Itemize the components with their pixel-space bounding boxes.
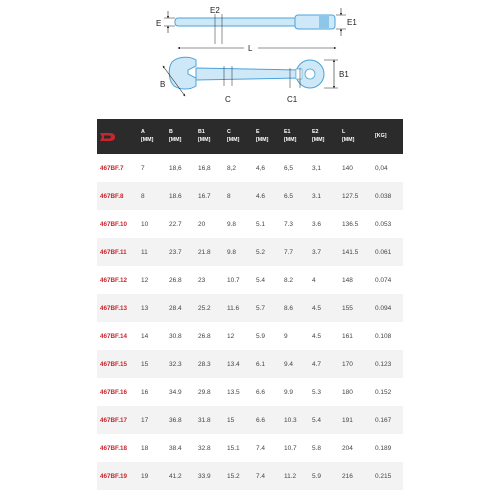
reference-link[interactable]: 467BF.16 bbox=[97, 378, 138, 406]
table-cell: 32.3 bbox=[166, 350, 195, 378]
table-cell: 32.8 bbox=[195, 434, 224, 462]
reference-link[interactable]: 467BF.19 bbox=[97, 462, 138, 490]
table-cell: 136.5 bbox=[339, 210, 372, 238]
table-cell: 161 bbox=[339, 322, 372, 350]
table-cell: 10.7 bbox=[224, 266, 253, 294]
table-cell: 19 bbox=[138, 462, 166, 490]
table-cell: 12 bbox=[224, 322, 253, 350]
red-brand-logo-icon bbox=[100, 132, 116, 142]
table-cell: 170 bbox=[339, 350, 372, 378]
table-cell: 15 bbox=[224, 406, 253, 434]
table-cell: 38.4 bbox=[166, 434, 195, 462]
reference-link[interactable]: 467BF.18 bbox=[97, 434, 138, 462]
table-cell: 0.189 bbox=[372, 434, 403, 462]
reference-link[interactable]: 467BF.7 bbox=[97, 154, 138, 182]
table-cell: 4.5 bbox=[309, 322, 339, 350]
label-b1: B1 bbox=[339, 70, 349, 79]
table-cell: 9.9 bbox=[281, 378, 309, 406]
table-cell: 28.3 bbox=[195, 350, 224, 378]
table-cell: 10.7 bbox=[281, 434, 309, 462]
table-cell: 30.8 bbox=[166, 322, 195, 350]
table-cell: 10 bbox=[138, 210, 166, 238]
table-cell: 18,6 bbox=[166, 154, 195, 182]
column-header: A [MM] bbox=[138, 119, 166, 154]
table-cell: 14 bbox=[138, 322, 166, 350]
table-cell: 0.108 bbox=[372, 322, 403, 350]
table-cell: 6.6 bbox=[253, 406, 281, 434]
table-cell: 10.3 bbox=[281, 406, 309, 434]
dimension-e bbox=[156, 11, 175, 33]
table-cell: 148 bbox=[339, 266, 372, 294]
table-row bbox=[97, 154, 403, 182]
table-cell: 4 bbox=[309, 266, 339, 294]
table-cell: 0.053 bbox=[372, 210, 403, 238]
table-cell: 5.9 bbox=[253, 322, 281, 350]
table-cell: 21.8 bbox=[195, 238, 224, 266]
table-cell: 3.7 bbox=[309, 238, 339, 266]
table-cell: 9.8 bbox=[224, 210, 253, 238]
table-cell: 216 bbox=[339, 462, 372, 490]
reference-link[interactable]: 467BF.12 bbox=[97, 266, 138, 294]
table-cell: 11 bbox=[138, 238, 166, 266]
table-cell: 5.2 bbox=[253, 238, 281, 266]
table-cell: 8 bbox=[224, 182, 253, 210]
table-cell: 5.3 bbox=[309, 378, 339, 406]
column-header: E1 [MM] bbox=[281, 119, 309, 154]
table-cell: 4.6 bbox=[253, 182, 281, 210]
table-cell: 8.6 bbox=[281, 294, 309, 322]
table-cell: 5.4 bbox=[253, 266, 281, 294]
table-cell: 3,1 bbox=[309, 154, 339, 182]
table-cell: 23 bbox=[195, 266, 224, 294]
table-cell: 0.074 bbox=[372, 266, 403, 294]
table-row bbox=[97, 462, 403, 490]
table-cell: 180 bbox=[339, 378, 372, 406]
table-cell: 5.8 bbox=[309, 434, 339, 462]
table-cell: 141.5 bbox=[339, 238, 372, 266]
wrench-side-view bbox=[175, 15, 335, 29]
table-cell: 11.2 bbox=[281, 462, 309, 490]
table-cell: 0.123 bbox=[372, 350, 403, 378]
brand-header-cell bbox=[97, 119, 138, 154]
table-cell: 7.7 bbox=[281, 238, 309, 266]
table-cell: 25.2 bbox=[195, 294, 224, 322]
column-header: C [MM] bbox=[224, 119, 253, 154]
table-cell: 7 bbox=[138, 154, 166, 182]
dimension-b1 bbox=[324, 60, 349, 88]
column-header: L [MM] bbox=[339, 119, 372, 154]
label-e2: E2 bbox=[210, 6, 220, 15]
dimension-l bbox=[178, 42, 336, 53]
label-c: C bbox=[225, 95, 231, 104]
table-body bbox=[97, 154, 403, 490]
table-row bbox=[97, 322, 403, 350]
table-cell: 15.1 bbox=[224, 434, 253, 462]
column-header: E [MM] bbox=[253, 119, 281, 154]
column-header: B1 [MM] bbox=[195, 119, 224, 154]
table-cell: 20 bbox=[195, 210, 224, 238]
table-cell: 8 bbox=[138, 182, 166, 210]
table-cell: 5.1 bbox=[253, 210, 281, 238]
wrench-top-view bbox=[169, 57, 324, 89]
table-cell: 204 bbox=[339, 434, 372, 462]
table-cell: 9.8 bbox=[224, 238, 253, 266]
reference-link[interactable]: 467BF.15 bbox=[97, 350, 138, 378]
reference-link[interactable]: 467BF.17 bbox=[97, 406, 138, 434]
table-row bbox=[97, 266, 403, 294]
table-cell: 191 bbox=[339, 406, 372, 434]
table-cell: 0.215 bbox=[372, 462, 403, 490]
table-cell: 15.2 bbox=[224, 462, 253, 490]
table-cell: 18.6 bbox=[166, 182, 195, 210]
table-cell: 0.061 bbox=[372, 238, 403, 266]
reference-link[interactable]: 467BF.14 bbox=[97, 322, 138, 350]
column-header: E2 [MM] bbox=[309, 119, 339, 154]
label-b: B bbox=[160, 80, 166, 89]
table-cell: 4.5 bbox=[309, 294, 339, 322]
table-cell: 8,2 bbox=[224, 154, 253, 182]
table-cell: 18 bbox=[138, 434, 166, 462]
table-cell: 16.7 bbox=[195, 182, 224, 210]
column-header-weight: [KG] bbox=[372, 119, 403, 154]
table-cell: 16,8 bbox=[195, 154, 224, 182]
table-cell: 22.7 bbox=[166, 210, 195, 238]
table-cell: 8.2 bbox=[281, 266, 309, 294]
table-cell: 3.1 bbox=[309, 182, 339, 210]
table-row bbox=[97, 238, 403, 266]
table-cell: 3.6 bbox=[309, 210, 339, 238]
reference-link[interactable]: 467BF.13 bbox=[97, 294, 138, 322]
wrench-dimension-diagram bbox=[0, 0, 500, 118]
table-cell: 36.8 bbox=[166, 406, 195, 434]
table-cell: 34.9 bbox=[166, 378, 195, 406]
table-cell: 13 bbox=[138, 294, 166, 322]
label-l: L bbox=[248, 44, 253, 53]
table-cell: 29.8 bbox=[195, 378, 224, 406]
label-e: E bbox=[156, 19, 162, 28]
table-cell: 13.5 bbox=[224, 378, 253, 406]
table-cell: 17 bbox=[138, 406, 166, 434]
table-row bbox=[97, 406, 403, 434]
table-cell: 155 bbox=[339, 294, 372, 322]
table-cell: 28.4 bbox=[166, 294, 195, 322]
label-c1: C1 bbox=[287, 95, 298, 104]
reference-link[interactable]: 467BF.8 bbox=[97, 182, 138, 210]
table-cell: 0.167 bbox=[372, 406, 403, 434]
table-cell: 5.4 bbox=[309, 406, 339, 434]
table-header-row bbox=[97, 119, 403, 154]
table-cell: 15 bbox=[138, 350, 166, 378]
reference-link[interactable]: 467BF.10 bbox=[97, 210, 138, 238]
table-cell: 31.8 bbox=[195, 406, 224, 434]
reference-link[interactable]: 467BF.11 bbox=[97, 238, 138, 266]
table-row bbox=[97, 434, 403, 462]
table-cell: 16 bbox=[138, 378, 166, 406]
table-row bbox=[97, 350, 403, 378]
table-cell: 4.7 bbox=[309, 350, 339, 378]
table-cell: 6,5 bbox=[281, 154, 309, 182]
table-cell: 9.4 bbox=[281, 350, 309, 378]
table-cell: 41.2 bbox=[166, 462, 195, 490]
table-cell: 6.1 bbox=[253, 350, 281, 378]
table-row bbox=[97, 378, 403, 406]
table-cell: 11.6 bbox=[224, 294, 253, 322]
table-cell: 26.8 bbox=[195, 322, 224, 350]
table-cell: 7.3 bbox=[281, 210, 309, 238]
table-cell: 5.7 bbox=[253, 294, 281, 322]
table-cell: 0.094 bbox=[372, 294, 403, 322]
table-cell: 0.152 bbox=[372, 378, 403, 406]
column-header: B [MM] bbox=[166, 119, 195, 154]
table-cell: 33.9 bbox=[195, 462, 224, 490]
label-e1: E1 bbox=[347, 18, 357, 27]
table-cell: 26.8 bbox=[166, 266, 195, 294]
table-cell: 12 bbox=[138, 266, 166, 294]
table-cell: 0,04 bbox=[372, 154, 403, 182]
table-cell: 5.9 bbox=[309, 462, 339, 490]
spec-table bbox=[97, 119, 403, 490]
table-cell: 6.6 bbox=[253, 378, 281, 406]
table-cell: 0.038 bbox=[372, 182, 403, 210]
table-row bbox=[97, 294, 403, 322]
table-cell: 4,6 bbox=[253, 154, 281, 182]
table-cell: 9 bbox=[281, 322, 309, 350]
table-cell: 7.4 bbox=[253, 434, 281, 462]
table-cell: 6.5 bbox=[281, 182, 309, 210]
table-row bbox=[97, 182, 403, 210]
table-cell: 140 bbox=[339, 154, 372, 182]
table-cell: 7.4 bbox=[253, 462, 281, 490]
table-cell: 13.4 bbox=[224, 350, 253, 378]
dimension-e1 bbox=[336, 8, 357, 36]
table-cell: 127.5 bbox=[339, 182, 372, 210]
table-cell: 23.7 bbox=[166, 238, 195, 266]
table-row bbox=[97, 210, 403, 238]
